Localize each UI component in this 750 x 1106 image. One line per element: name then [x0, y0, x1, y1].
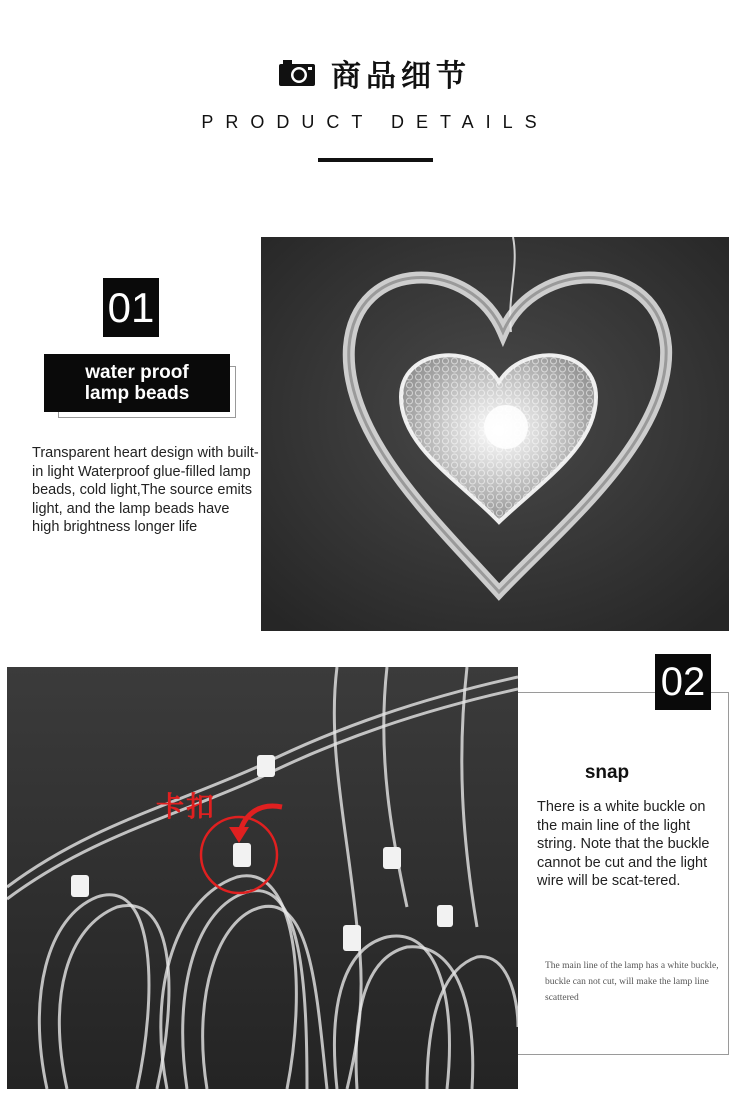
page-title-cn: 商品细节 [331, 59, 471, 94]
title-underline [318, 158, 433, 162]
feature-label-box [44, 354, 230, 412]
page-title-en: PRODUCT DETAILS [201, 112, 549, 132]
feature-label-line2: lamp beads [84, 383, 190, 404]
header-title-row [0, 50, 750, 96]
camera-icon [279, 60, 315, 86]
light-string-buckle-photo [7, 667, 518, 1089]
feature-label-line1: water proof [85, 362, 189, 383]
section-number-02: 02 [655, 654, 711, 710]
detail-note: The main line of the lamp has a white buckle, buckle can not cut, will make the lamp line scattered [545, 961, 719, 1003]
buckle-annotation-label: 卡扣 [156, 790, 217, 823]
detail-title: snap [584, 762, 630, 783]
heart-lamp-photo [261, 237, 729, 631]
section-number-01: 01 [103, 278, 159, 337]
feature-description: Transparent heart design with built-in light Waterproof glue-filled lamp beads, cold light,The source emits light, and the lamp beads have high brightness longer life [32, 445, 259, 536]
detail-description: There is a white buckle on the main line of the light string. Note that the buckle cannot be cut and the light wire will be scat-tered. [537, 799, 710, 890]
